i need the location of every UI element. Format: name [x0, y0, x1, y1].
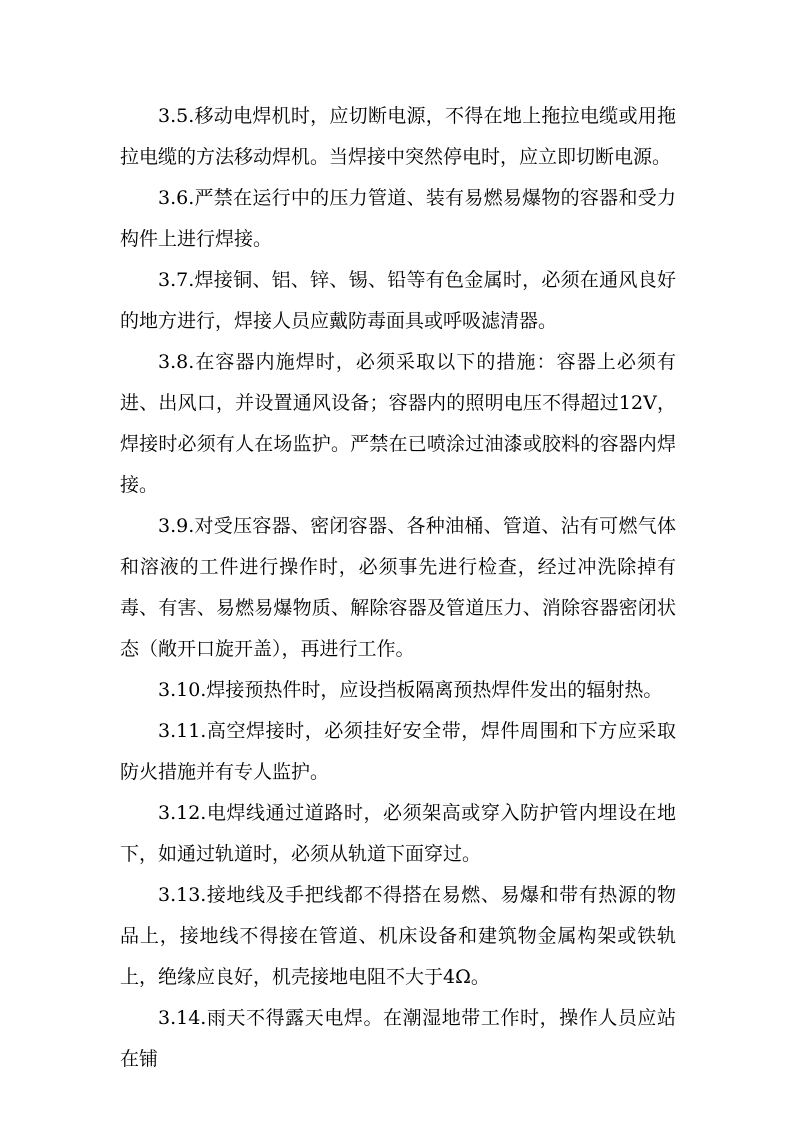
paragraph-3-8: 3.8.在容器内施焊时，必须采取以下的措施：容器上必须有进、出风口，并设置通风设备；容器内的照明电压不得超过12V，焊接时必须有人在场监护。严禁在已喷涂过油漆或胶料的容器内焊接。: [120, 351, 676, 496]
paragraph-3-10: 3.10.焊接预热件时，应设挡板隔离预热焊件发出的辐射热。: [158, 679, 663, 701]
paragraph-3-14: 3.14.雨天不得露天电焊。在潮湿地带工作时，操作人员应站在铺: [120, 1007, 676, 1070]
paragraph-3-6: 3.6.严禁在运行中的压力管道、装有易燃易爆物的容器和受力构件上进行焊接。: [120, 187, 676, 250]
paragraph-3-11: 3.11.高空焊接时，必须挂好安全带，焊件周围和下方应采取防火措施并有专人监护。: [120, 720, 676, 783]
paragraph-3-13: 3.13.接地线及手把线都不得搭在易燃、易爆和带有热源的物品上，接地线不得接在管道、机床设备和建筑物金属构架或铁轨上，绝缘应良好，机壳接地电阻不大于4Ω。: [120, 884, 676, 988]
document-body: [120, 96, 676, 1080]
paragraph-3-7: 3.7.焊接铜、铝、锌、锡、铅等有色金属时，必须在通风良好的地方进行，焊接人员应戴防毒面具或呼吸滤清器。: [120, 269, 676, 332]
paragraph-3-9: 3.9.对受压容器、密闭容器、各种油桶、管道、沾有可燃气体和溶液的工件进行操作时，必须事先进行检查，经过冲洗除掉有毒、有害、易燃易爆物质、解除容器及管道压力、消除容器密闭状态（敞开口旋开盖），再进行工作。: [120, 515, 676, 660]
paragraph-3-12: 3.12.电焊线通过道路时，必须架高或穿入防护管内埋设在地下，如通过轨道时，必须从轨道下面穿过。: [120, 802, 676, 865]
paragraph-3-5: 3.5.移动电焊机时，应切断电源，不得在地上拖拉电缆或用拖拉电缆的方法移动焊机。当焊接中突然停电时，应立即切断电源。: [120, 105, 676, 168]
